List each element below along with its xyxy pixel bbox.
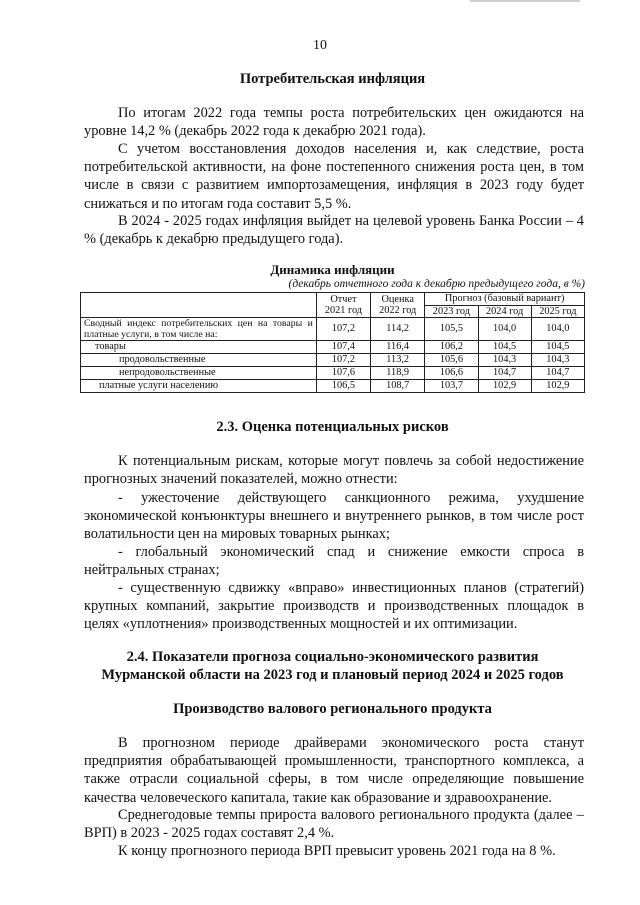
grp-heading: Производство валового регионального продукта	[173, 701, 492, 717]
cell-value: 105,5	[425, 318, 478, 341]
cell-value: 104,3	[478, 354, 531, 367]
header-estimate	[371, 293, 425, 318]
cell-value: 106,5	[316, 380, 370, 393]
cell-value: 102,9	[531, 380, 584, 393]
header-report-label: Отчет	[330, 293, 357, 305]
cell-value: 104,3	[531, 354, 584, 367]
header-report	[316, 293, 370, 318]
inflation-paragraph-2: С учетом восстановления доходов населения и, как следствие, роста потребительской активности, на фоне постепенного снижения роста цен, в том числе в связи с развитием импортозамещения, инфляция в 2023 году будет снижаться и по итогам года составит 5,5 %.	[84, 141, 584, 212]
scan-edge-line	[470, 0, 580, 2]
cell-value: 113,2	[371, 354, 425, 367]
cell-value: 118,9	[371, 367, 425, 380]
forecast-heading-line-1: 2.4. Показатели прогноза социально-экономического развития	[126, 649, 539, 665]
table-subtitle: (декабрь отчетного года к декабрю предыдущего года, в %)	[288, 278, 585, 290]
cell-value: 105,6	[425, 354, 478, 367]
header-estimate-year: 2022 год	[379, 305, 417, 316]
cell-value: 107,4	[316, 341, 370, 354]
table-row	[81, 341, 585, 354]
header-2025: 2025 год	[531, 305, 584, 318]
row-label-goods: товары	[81, 341, 317, 354]
header-report-year: 2021 год	[324, 305, 363, 316]
row-label-nonfood: непродовольственные	[81, 367, 317, 380]
cell-value: 108,7	[371, 380, 425, 393]
cell-value: 116,4	[371, 341, 425, 354]
row-label-cpi: Сводный индекс потребительских цен на товары и платные услуги, в том числе на:	[81, 318, 317, 341]
table-header-row	[81, 293, 585, 306]
cell-value: 106,2	[425, 341, 478, 354]
inflation-table	[80, 292, 585, 393]
cell-value: 104,0	[531, 318, 584, 341]
cell-value: 104,7	[478, 367, 531, 380]
inflation-paragraph-1: По итогам 2022 года темпы роста потребительских цен ожидаются на уровне 14,2 % (декабрь 2022 года к декабрю 2021 года).	[84, 105, 584, 140]
cell-value: 104,7	[531, 367, 584, 380]
grp-paragraph-1: В прогнозном периоде драйверами экономического роста станут предприятия обрабатывающей промышленности, транспортного комплекса, а также отрасли социальной сферы, в том числе определяющие повышение качества человеческого капитала, такие как образование и здравоохранение.	[84, 735, 584, 806]
row-label-services: платные услуги населению	[81, 380, 317, 393]
header-forecast: Прогноз (базовый вариант)	[425, 293, 585, 306]
header-2023: 2023 год	[425, 305, 478, 318]
cell-value: 107,2	[316, 318, 370, 341]
table-title: Динамика инфляции	[270, 262, 395, 277]
table-row	[81, 380, 585, 393]
cell-value: 114,2	[371, 318, 425, 341]
cell-value: 104,5	[531, 341, 584, 354]
risk-item-1: - ужесточение действующего санкционного режима, ухудшение экономической конъюнктуры внешнего и внутреннего рынков, в том числе рост волатильности цен на мировых товарных рынках;	[84, 490, 584, 543]
page-number: 10	[313, 38, 327, 53]
risks-intro: К потенциальным рискам, которые могут повлечь за собой недостижение прогнозных значений показателей, можно отнести:	[84, 453, 584, 488]
header-estimate-label: Оценка	[381, 293, 414, 305]
grp-paragraph-2: Среднегодовые темпы прироста валового регионального продукта (далее – ВРП) в 2023 - 2025 годах составят 2,4 %.	[84, 807, 584, 842]
cell-value: 103,7	[425, 380, 478, 393]
inflation-heading: Потребительская инфляция	[239, 71, 426, 87]
row-label-food: продовольственные	[81, 354, 317, 367]
cell-value: 106,6	[425, 367, 478, 380]
cell-value: 104,0	[478, 318, 531, 341]
table-row	[81, 367, 585, 380]
risk-item-2: - глобальный экономический спад и снижение емкости спроса в нейтральных странах;	[84, 544, 584, 579]
inflation-paragraph-3: В 2024 - 2025 годах инфляция выйдет на целевой уровень Банка России – 4 % (декабрь к декабрю предыдущего года).	[84, 213, 584, 248]
cell-value: 104,5	[478, 341, 531, 354]
risks-heading: 2.3. Оценка потенциальных рисков	[216, 419, 449, 435]
header-2024: 2024 год	[478, 305, 531, 318]
risk-item-3: - существенную сдвижку «вправо» инвестиционных планов (стратегий) крупных компаний, закрытие производств и производственных площадок в целях «уплотнения» производственных мощностей и их оптимизации.	[84, 580, 584, 633]
cell-value: 107,6	[316, 367, 370, 380]
grp-paragraph-3: К концу прогнозного периода ВРП превысит уровень 2021 года на 8 %.	[118, 843, 556, 859]
cell-value: 107,2	[316, 354, 370, 367]
cell-value: 102,9	[478, 380, 531, 393]
table-header-empty	[81, 293, 317, 318]
forecast-heading-line-2: Мурманской области на 2023 год и плановый период 2024 и 2025 годов	[101, 667, 564, 683]
table-row	[81, 318, 585, 341]
table-row	[81, 354, 585, 367]
